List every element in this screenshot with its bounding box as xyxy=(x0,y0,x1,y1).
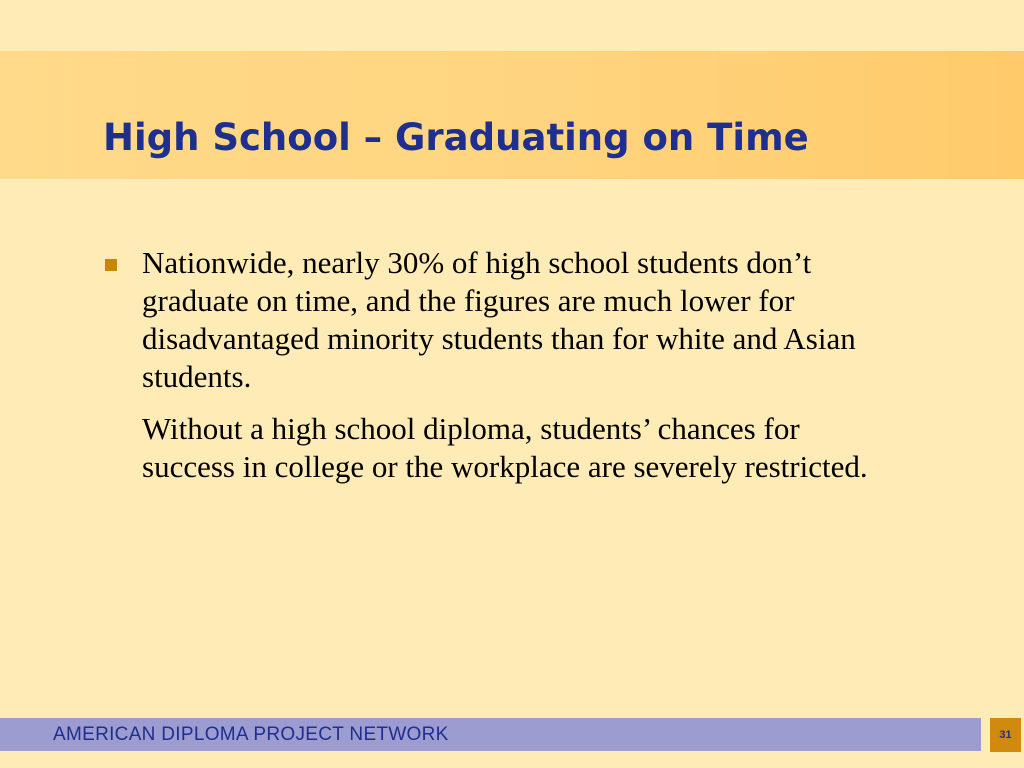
footer-organization: AMERICAN DIPLOMA PROJECT NETWORK xyxy=(53,724,449,745)
page-number-badge: 31 xyxy=(990,718,1021,752)
square-bullet-icon xyxy=(105,259,117,271)
slide-title: High School – Graduating on Time xyxy=(103,116,809,159)
bullet-text: Nationwide, nearly 30% of high school students don’t graduate on time, and the figures are much lower for disadvantaged minority students than for white and Asian students. xyxy=(142,245,856,394)
bullet-continuation-text: Without a high school diploma, students’ chances for success in college or the workplace are severely restricted. xyxy=(142,411,868,484)
slide-body xyxy=(100,244,900,486)
bullet-item xyxy=(100,244,900,396)
